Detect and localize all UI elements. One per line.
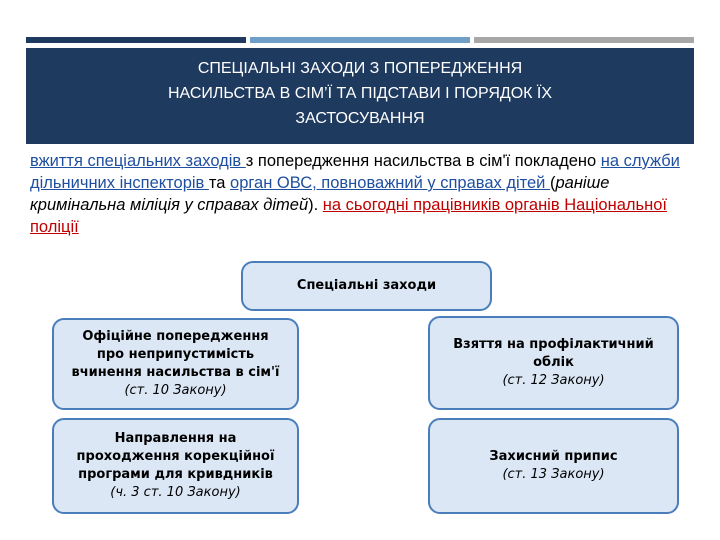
intro-link-ovs[interactable]: орган ОВС, повноважний у справах дітей (230, 174, 550, 192)
protective-order-line-1: Захисний припис (489, 449, 618, 464)
official-warning-box (52, 318, 299, 410)
preventive-registration-line-2: облік (533, 355, 574, 370)
title-banner (26, 48, 694, 144)
correction-program-line-1: Направлення на (114, 431, 237, 446)
intro-text-4: ). (308, 196, 323, 214)
intro-text-1: з попередження насильства в сім'ї покладено (245, 152, 601, 170)
title-line-2: НАСИЛЬСТВА В СІМ’Ї ТА ПІДСТАВИ І ПОРЯДОК ЇХ (167, 85, 553, 102)
intro-link-special-measures[interactable]: вжиття спеціальних заходів (30, 152, 246, 170)
intro-text-2: та (208, 174, 231, 192)
intro-text-3: ( (550, 174, 556, 192)
correction-program-line-3: програми для кривдників (78, 467, 273, 482)
intro-link-police[interactable]: на сьогодні працівників органів Національної поліції (30, 196, 667, 236)
correction-program-line-2: проходження корекційної (76, 449, 275, 464)
official-warning-line-1: Офіційне попередження (82, 329, 269, 344)
preventive-registration-line-1: Взяття на профілактичний (453, 337, 654, 352)
official-warning-ref: (ст. 10 Закону) (124, 383, 227, 398)
preventive-registration-ref: (ст. 12 Закону) (502, 373, 605, 388)
intro-link-inspectors[interactable]: на служби дільничних інспекторів (30, 152, 680, 192)
special-measures-box (241, 261, 492, 311)
intro-paragraph (30, 150, 695, 238)
special-measures-label: Спеціальні заходи (296, 278, 437, 293)
header-stripe-dark (26, 37, 246, 43)
correction-program-ref: (ч. 3 ст. 10 Закону) (110, 485, 241, 500)
preventive-registration-box (428, 316, 679, 410)
protective-order-box (428, 418, 679, 514)
title-line-1: СПЕЦІАЛЬНІ ЗАХОДИ З ПОПЕРЕДЖЕННЯ (197, 60, 523, 77)
header-stripe-gray (474, 37, 694, 43)
official-warning-line-2: про неприпустимість (96, 347, 255, 362)
header-stripe-light (250, 37, 470, 43)
correction-program-box (52, 418, 299, 514)
title-line-3: ЗАСТОСУВАННЯ (295, 110, 425, 127)
official-warning-line-3: вчинення насильства в сім'ї (71, 365, 280, 380)
intro-italic-note: раніше кримінальна міліція у справах дітей (30, 174, 610, 214)
protective-order-ref: (ст. 13 Закону) (502, 467, 605, 482)
